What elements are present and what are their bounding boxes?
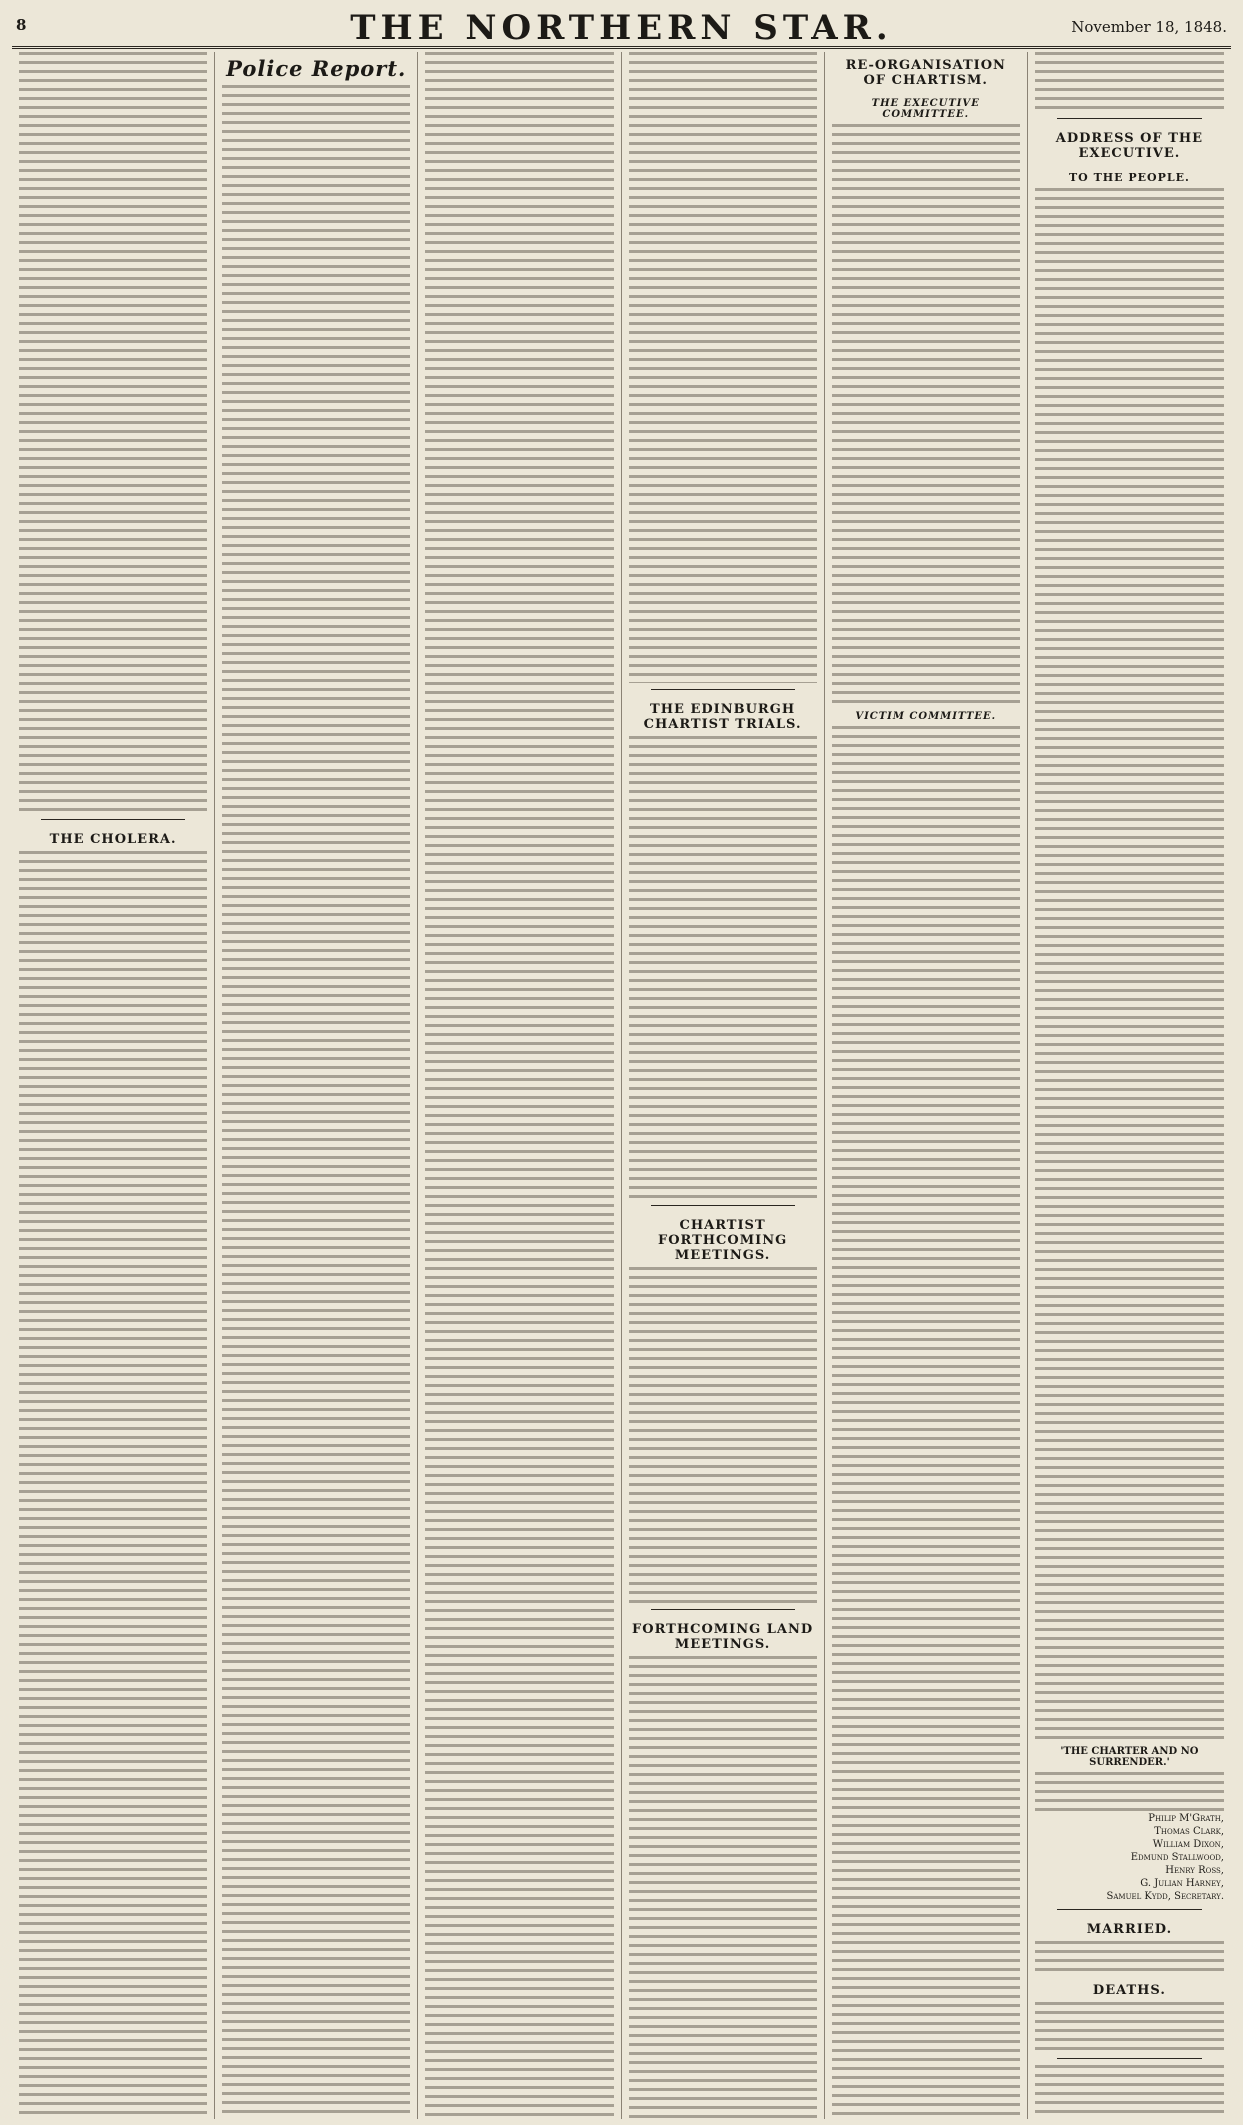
police-report-text bbox=[222, 85, 410, 2119]
heading-edinburgh-trials: THE EDINBURGH CHARTIST TRIALS. bbox=[643, 702, 802, 732]
column-4 bbox=[622, 52, 825, 2119]
newspaper-title: THE NORTHERN STAR. bbox=[350, 8, 893, 48]
signatory: Henry Ross, bbox=[1165, 1865, 1224, 1876]
chartist-meetings-text bbox=[629, 1267, 817, 1604]
divider bbox=[41, 819, 185, 820]
printer-imprint bbox=[1035, 2065, 1224, 2119]
married-text bbox=[1035, 1941, 1224, 1977]
heading-address: ADDRESS OF THE EXECUTIVE. bbox=[1055, 131, 1204, 161]
column-1 bbox=[12, 52, 215, 2119]
deaths-text bbox=[1035, 2002, 1224, 2052]
motto: 'THE CHARTER AND NO SURRENDER.' bbox=[1060, 1746, 1199, 1768]
divider bbox=[651, 1609, 795, 1610]
address-closing-text bbox=[1035, 1772, 1224, 1812]
divider bbox=[1057, 2058, 1202, 2059]
signatory: Samuel Kydd, Secretary. bbox=[1106, 1891, 1224, 1902]
police-report-text-end bbox=[629, 52, 817, 683]
issue-date: November 18, 1848. bbox=[1071, 18, 1227, 36]
heading-to-the-people: TO THE PEOPLE. bbox=[1068, 171, 1190, 184]
address-text bbox=[1035, 188, 1224, 1744]
signatory: William Dixon, bbox=[1152, 1839, 1224, 1850]
cholera-report-text bbox=[19, 851, 207, 2119]
divider bbox=[651, 689, 795, 690]
land-meetings-text bbox=[629, 1656, 817, 2119]
signatory: G. Julian Harney, bbox=[1140, 1878, 1224, 1889]
signatory: Thomas Clark, bbox=[1154, 1826, 1224, 1837]
heading-victim-committee: VICTIM COMMITTEE. bbox=[855, 710, 997, 722]
masthead bbox=[12, 6, 1231, 49]
page-number: 8 bbox=[16, 16, 27, 34]
divider bbox=[651, 1205, 795, 1206]
heading-cholera: THE CHOLERA. bbox=[49, 831, 177, 847]
column-6 bbox=[1028, 52, 1231, 2119]
column-5 bbox=[825, 52, 1028, 2119]
heading-police-report: Police Report. bbox=[226, 56, 407, 81]
victim-committee-text bbox=[832, 726, 1020, 2119]
column-2 bbox=[215, 52, 418, 2119]
heading-married: MARRIED. bbox=[1086, 1922, 1173, 1937]
columns bbox=[12, 52, 1231, 2119]
continued-text bbox=[1035, 52, 1224, 112]
heading-land-meetings: FORTHCOMING LAND MEETINGS. bbox=[632, 1622, 814, 1653]
police-report-continued-text bbox=[425, 52, 613, 2119]
divider bbox=[1057, 1909, 1202, 1910]
heading-reorganisation: RE-ORGANISATION OF CHARTISM. bbox=[845, 58, 1006, 88]
heading-chartist-meetings: CHARTIST FORTHCOMING MEETINGS. bbox=[657, 1217, 788, 1263]
heading-executive-committee: THE EXECUTIVE COMMITTEE. bbox=[871, 98, 980, 120]
signatory: Philip M'Grath, bbox=[1148, 1813, 1224, 1824]
reorganisation-text bbox=[832, 124, 1020, 705]
edinburgh-trials-text bbox=[629, 736, 817, 1199]
divider bbox=[1057, 118, 1202, 119]
column-3 bbox=[418, 52, 621, 2119]
heading-deaths: DEATHS. bbox=[1092, 1983, 1166, 1998]
article-text bbox=[19, 52, 207, 813]
signatory: Edmund Stallwood, bbox=[1130, 1852, 1224, 1863]
